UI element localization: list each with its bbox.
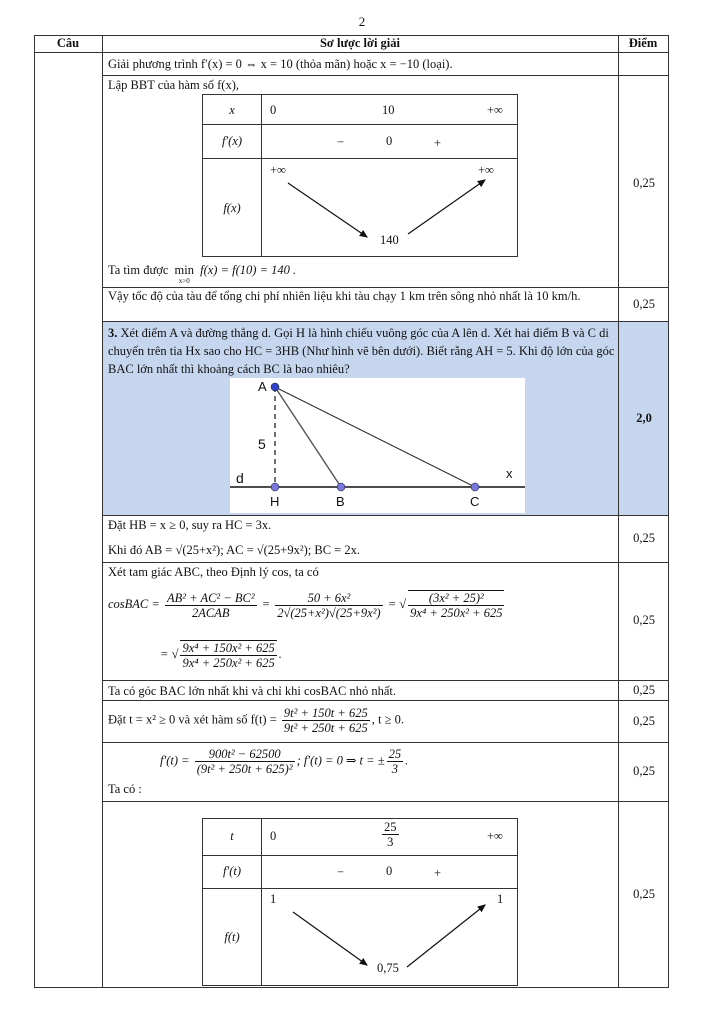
fig-label-x: x <box>506 466 513 481</box>
bbt2-v-right: 1 <box>497 892 504 906</box>
row7-text: Ta có góc BAC lớn nhất khi và chỉ khi cosBAC nhỏ nhất. <box>108 684 396 698</box>
header-cau: Câu <box>56 36 80 50</box>
bbt2-sign-zero: 0 <box>386 864 393 878</box>
bbt1-fp-label: f′(x) <box>221 134 243 148</box>
bbt2-v-min: 0,75 <box>377 961 399 975</box>
row2-score: 0,25 <box>633 176 655 190</box>
fig-label-d: d <box>236 470 244 486</box>
row2-conclusion: Ta tìm được min x>0 f(x) = f(10) = 140 . <box>108 263 297 285</box>
min-subscript: x>0 <box>178 277 190 285</box>
bbt2-t2: +∞ <box>487 829 503 843</box>
geometry-figure-drawing <box>230 378 525 513</box>
bbt1-sign-zero: 0 <box>386 134 393 148</box>
bbt1-sign-minus: − <box>337 135 345 149</box>
row3-score: 0,25 <box>633 297 655 311</box>
row2-intro: Lập BBT của hàm số f(x), <box>108 78 239 92</box>
row6-score: 0,25 <box>633 613 655 627</box>
row1-text: Giải phương trình f′(x) = 0 ⇔ x = 10 (thỏa mãn) hoặc x = −10 (loại). <box>108 57 453 71</box>
row9-formula: f′(t) = $\frac{\text{900t² − 62500}}{\text{(9t² + 250t + 625)²}}$ ; f′(t) = 0 ⇒ t = ± $\frac{25}{3}$ . <box>160 747 409 776</box>
bbt2-t1: $\frac{25}{3}$ <box>384 820 397 849</box>
row6-formula: cosBAC = $\frac{\text{AB² + AC² − BC²}}{\text{2ACAB}}$ = $\frac{\text{50 + 6x²}}{\text{2√(25+x²)√(25+9x²)}}$ = √ $\frac{\text{(3x² + 25)²}}{\text{9x⁴ + 250x² + 625}}$ <box>108 590 503 620</box>
row4-question: 3. Xét điểm A và đường thẳng d. Gọi H là hình chiếu vuông góc của A lên d. Xét hai điểm B và C di chuyển trên tia Hx sao cho HC = 3HB (Như hình vẽ bên dưới). Biết rằng AH = 5. Khi độ lớn của góc BAC lớn nhất thì khoảng cách BC là bao nhiêu? <box>108 326 615 376</box>
header-score: Điểm <box>628 36 658 50</box>
bbt2-t-label: t <box>230 829 234 843</box>
row5-line2: Khi đó AB = √(25+x²); AC = √(25+9x²); BC = 2x. <box>108 543 360 557</box>
bbt1-v-min: 140 <box>380 233 399 247</box>
bbt1-v-left: +∞ <box>270 163 286 177</box>
fig-label-A: A <box>258 379 267 394</box>
row8-score: 0,25 <box>633 714 655 728</box>
header-solution: Sơ lược lời giải <box>319 36 400 50</box>
fig-label-C: C <box>470 494 480 509</box>
bbt2-sign-plus: + <box>434 866 442 880</box>
row10-score: 0,25 <box>633 887 655 901</box>
row5-score: 0,25 <box>633 531 655 545</box>
bbt1-v-right: +∞ <box>478 163 494 177</box>
bbt1-f-label: f(x) <box>223 201 241 215</box>
row6-intro: Xét tam giác ABC, theo Định lý cos, ta có <box>108 565 319 579</box>
bbt1-x2: +∞ <box>487 103 503 117</box>
row4-score: 2,0 <box>636 411 652 425</box>
bbt1-x0: 0 <box>270 103 277 117</box>
fig-label-B: B <box>336 494 345 509</box>
page-number: 2 <box>358 14 366 29</box>
bbt1-sign-plus: + <box>434 136 442 150</box>
row8-text: Đặt t = x² ≥ 0 và xét hàm số f(t) = $\frac{\text{9t² + 150t + 625}}{\text{9t² + 250t + 625}}$ , t ≥ 0. <box>108 706 404 735</box>
row7-score: 0,25 <box>633 683 655 697</box>
bbt2-sign-minus: − <box>337 865 345 879</box>
row5-line1: Đặt HB = x ≥ 0, suy ra HC = 3x. <box>108 518 272 532</box>
bbt2-fp-label: f′(t) <box>222 864 241 878</box>
fig-label-H: H <box>270 494 280 509</box>
row9-taco: Ta có : <box>108 782 142 796</box>
row3-text: Vậy tốc độ của tàu để tổng chi phí nhiên liệu khi tàu chạy 1 km trên sông nhỏ nhất là 10 km/h. <box>108 289 581 303</box>
bbt2-v-left: 1 <box>270 892 277 906</box>
row9-score: 0,25 <box>633 764 655 778</box>
min-operator: min <box>174 263 194 277</box>
bbt1-x1: 10 <box>382 103 395 117</box>
bbt2-f-label: f(t) <box>224 930 240 944</box>
bbt1-x-label: x <box>229 103 235 117</box>
row6-formula-2: = √ $\frac{\text{9x⁴ + 150x² + 625}}{\text{9x⁴ + 250x² + 625}}$ . <box>160 641 282 670</box>
bbt2-t0: 0 <box>270 829 277 843</box>
fig-label-5: 5 <box>258 436 266 452</box>
